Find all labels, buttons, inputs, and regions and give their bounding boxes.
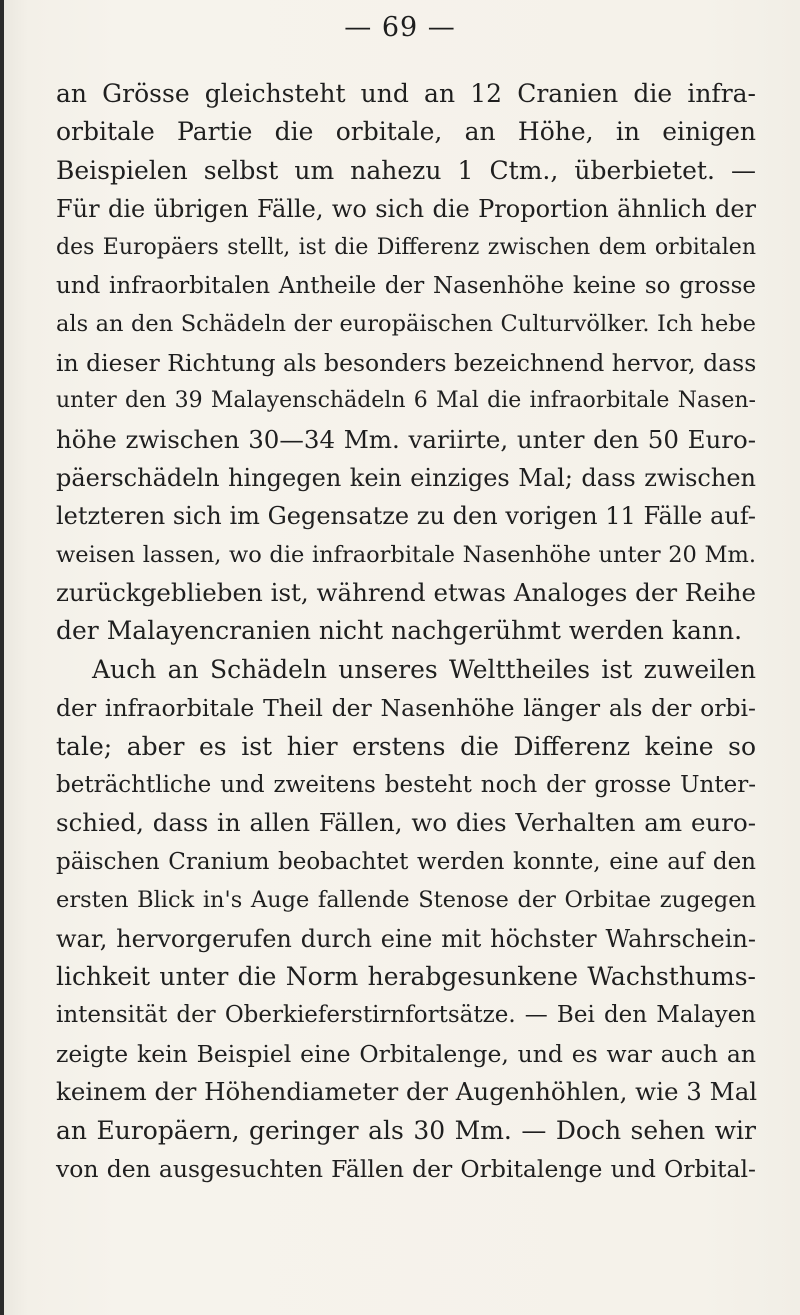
body-text	[56, 75, 756, 1188]
text-line: zurückgeblieben ist, während etwas Analoges der Reihe	[56, 578, 756, 608]
text-line: als an den Schädeln der europäischen Culturvölker. Ich hebe	[56, 311, 756, 338]
text-line: keinem der Höhendiameter der Augenhöhlen, wie 3 Mal	[56, 1077, 758, 1107]
text-line: zeigte kein Beispiel eine Orbitalenge, und es war auch an	[56, 1039, 756, 1068]
text-line: Für die übrigen Fälle, wo sich die Proportion ähnlich der	[56, 195, 756, 224]
text-line: päerschädeln hingegen kein einziges Mal; dass zwischen	[56, 463, 756, 492]
page-number: — 69 —	[344, 12, 456, 43]
text-line: lichkeit unter die Norm herabgesunkene Wachsthums-	[56, 961, 756, 991]
text-line: orbitale Partie die orbitale, an Höhe, in einigen	[56, 117, 756, 147]
text-line: Beispielen selbst um nahezu 1 Ctm., überbietet. —	[56, 155, 756, 185]
text-line: ersten Blick in's Auge fallende Stenose der Orbitae zugegen	[56, 887, 756, 914]
text-line: schied, dass in allen Fällen, wo dies Verhalten am euro-	[56, 808, 756, 838]
text-line: tale; aber es ist hier erstens die Differenz keine so	[56, 731, 756, 761]
text-line: höhe zwischen 30—34 Mm. variirte, unter den 50 Euro-	[56, 424, 756, 454]
text-line: an Grösse gleichsteht und an 12 Cranien die infra-	[56, 79, 756, 108]
page-binding-edge	[0, 0, 4, 1315]
text-line: beträchtliche und zweitens besteht noch der grosse Unter-	[56, 772, 756, 799]
text-line: weisen lassen, wo die infraorbitale Nasenhöhe unter 20 Mm.	[56, 541, 756, 568]
text-line: unter den 39 Malayenschädeln 6 Mal die infraorbitale Nasen-	[56, 388, 756, 414]
text-line: der infraorbitale Theil der Nasenhöhe länger als der orbi-	[56, 694, 756, 723]
text-line: letzteren sich im Gegensatze zu den vorigen 11 Fälle auf-	[56, 502, 756, 531]
text-line: der Malayencranien nicht nachgerühmt werden kann.	[56, 616, 743, 646]
text-line: an Europäern, geringer als 30 Mm. — Doch sehen wir	[56, 1115, 756, 1145]
text-line: päischen Cranium beobachtet werden konnte, eine auf den	[56, 848, 756, 875]
text-line: und infraorbitalen Antheile der Nasenhöhe keine so grosse	[56, 272, 756, 299]
text-line: intensität der Oberkieferstirnfortsätze. — Bei den Malayen	[56, 1002, 756, 1029]
text-line: in dieser Richtung als besonders bezeichnend hervor, dass	[56, 348, 757, 377]
text-line: von den ausgesuchten Fällen der Orbitalenge und Orbital-	[56, 1154, 756, 1183]
text-line: war, hervorgerufen durch eine mit höchster Wahrschein-	[56, 924, 756, 953]
paragraph-first-line: Auch an Schädeln unseres Welttheiles ist zuweilen	[92, 654, 756, 684]
text-line: des Europäers stellt, ist die Differenz zwischen dem orbitalen	[56, 234, 756, 260]
